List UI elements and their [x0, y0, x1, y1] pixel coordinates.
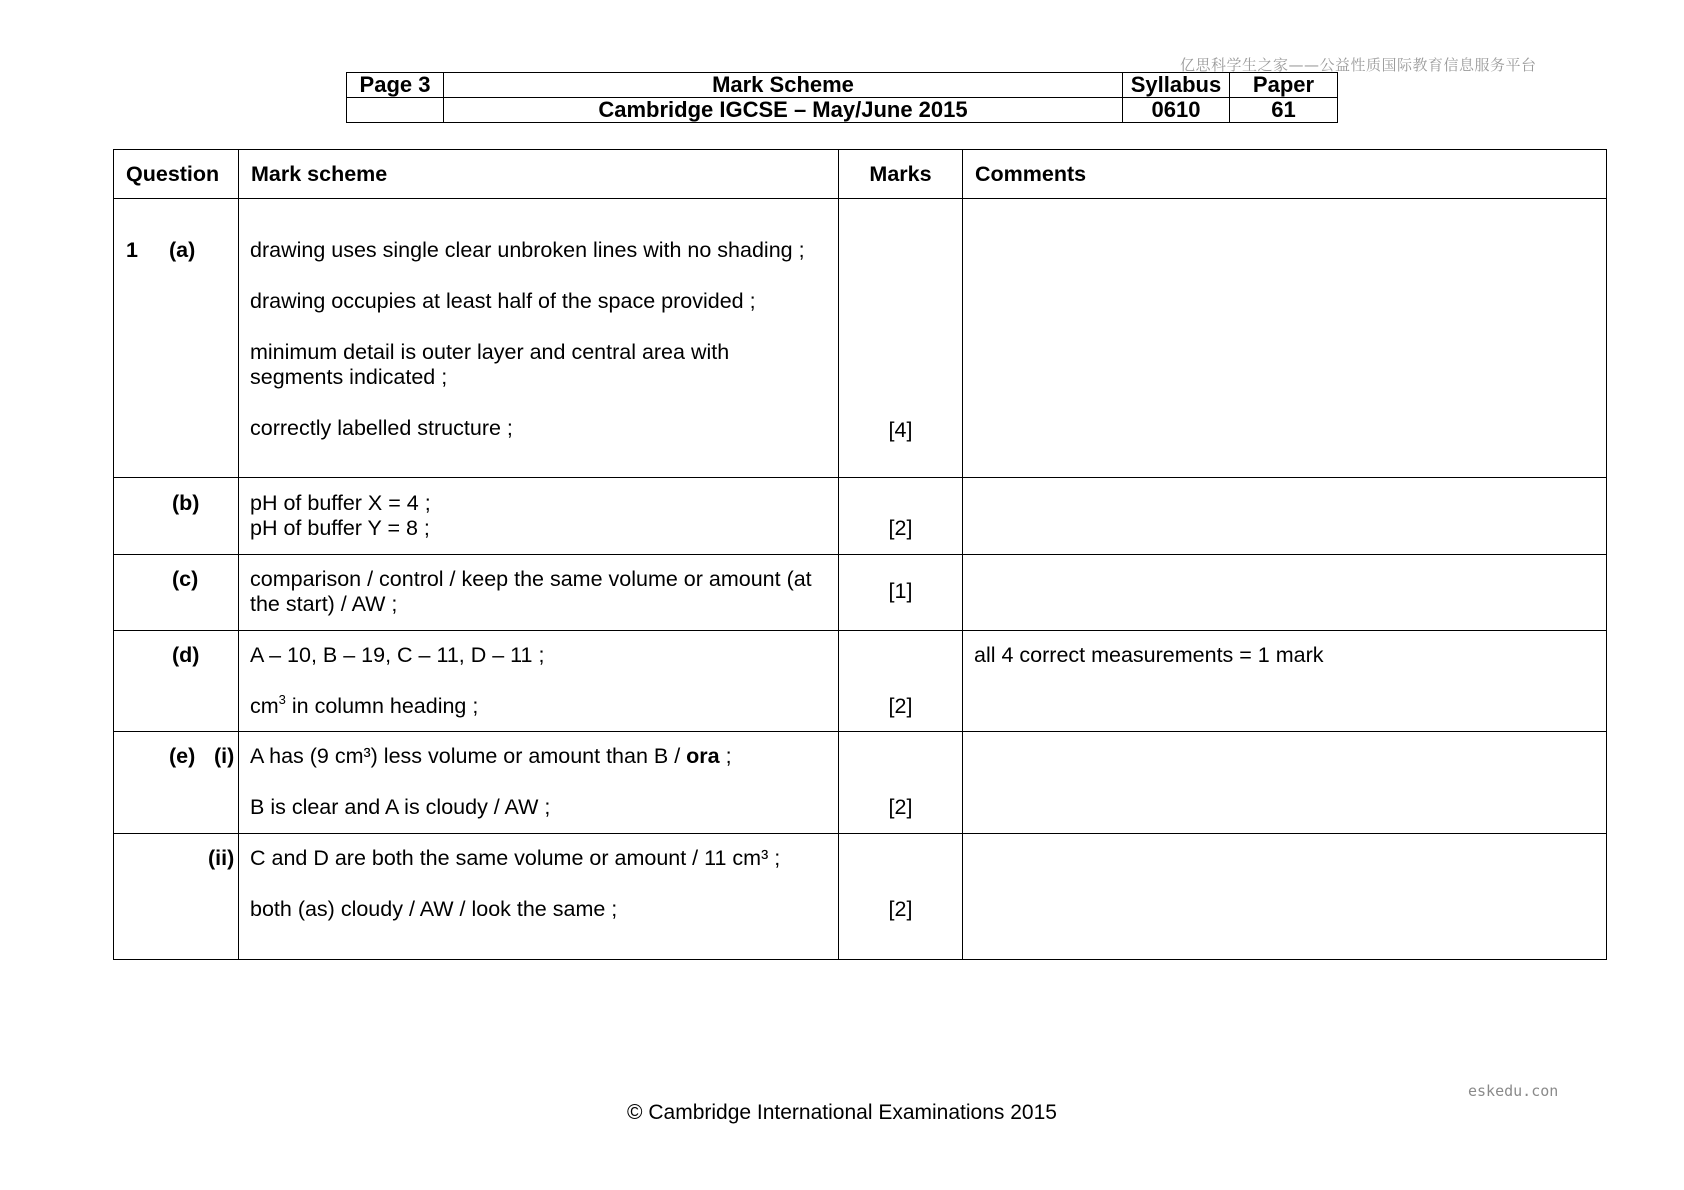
table-row — [114, 732, 1607, 834]
marks-value: [4] — [888, 418, 913, 442]
mark-point: segments indicated ; — [250, 365, 448, 389]
document-title: Mark Scheme — [444, 73, 1123, 98]
comment: all 4 correct measurements = 1 mark — [974, 643, 1324, 667]
paper-label: Paper — [1230, 73, 1338, 98]
mark-point: both (as) cloudy / AW / look the same ; — [250, 897, 618, 921]
exam-session: Cambridge IGCSE – May/June 2015 — [444, 98, 1123, 123]
syllabus-label: Syllabus — [1123, 73, 1230, 98]
mark-point-text: A has (9 cm³) less volume or amount than B / — [250, 744, 687, 768]
question-part: (e) — [169, 744, 196, 768]
marks-value: [2] — [888, 897, 913, 921]
page-header-table — [346, 72, 1338, 123]
comment — [963, 834, 1607, 960]
syllabus-code: 0610 — [1123, 98, 1230, 123]
comment — [963, 478, 1607, 555]
mark-point: C and D are both the same volume or amount / 11 cm³ ; — [250, 846, 781, 870]
watermark-top: 亿思科学生之家——公益性质国际教育信息服务平台 — [1180, 56, 1537, 74]
marks-value: [2] — [888, 694, 913, 718]
mark-point: comparison / control / keep the same volume or amount (at — [250, 567, 812, 591]
mark-point: pH of buffer X = 4 ; — [250, 491, 431, 515]
question-number: 1 — [126, 238, 138, 262]
column-header-mark-scheme: Mark scheme — [239, 150, 839, 199]
marks-value: [2] — [888, 795, 913, 819]
question-subpart: (i) — [214, 744, 235, 768]
mark-point: drawing occupies at least half of the space provided ; — [250, 289, 756, 313]
question-part: (b) — [172, 491, 200, 515]
table-row — [114, 631, 1607, 732]
paper-number: 61 — [1230, 98, 1338, 123]
comment — [963, 732, 1607, 834]
table-row — [114, 834, 1607, 960]
question-part: (c) — [172, 567, 199, 591]
watermark-bottom: eskedu.con — [1468, 1082, 1559, 1100]
question-part: (d) — [172, 643, 200, 667]
page-number-blank — [347, 98, 444, 123]
mark-point-end: ; — [719, 744, 732, 768]
comment — [963, 199, 1607, 478]
mark-point-text: in column heading ; — [285, 694, 479, 718]
mark-point: pH of buffer Y = 8 ; — [250, 516, 430, 540]
column-header-comments: Comments — [963, 150, 1607, 199]
marks-value: [1] — [888, 579, 913, 603]
column-header-marks: Marks — [839, 150, 963, 199]
comment — [963, 555, 1607, 631]
marks-value: [2] — [888, 516, 913, 540]
mark-point — [250, 694, 838, 719]
mark-point: correctly labelled structure ; — [250, 416, 513, 440]
mark-point: drawing uses single clear unbroken lines with no shading ; — [250, 238, 805, 262]
question-subpart: (ii) — [208, 846, 235, 870]
table-row — [114, 555, 1607, 631]
mark-point: A – 10, B – 19, C – 11, D – 11 ; — [250, 643, 545, 667]
table-row — [114, 478, 1607, 555]
page-number: Page 3 — [347, 73, 444, 98]
mark-point: B is clear and A is cloudy / AW ; — [250, 795, 551, 819]
mark-scheme-table — [113, 149, 1607, 960]
copyright-footer: © Cambridge International Examinations 2015 — [627, 1101, 1057, 1124]
table-row — [114, 199, 1607, 478]
unit-text: cm — [250, 694, 279, 718]
mark-point — [250, 744, 838, 769]
column-header-question: Question — [114, 150, 239, 199]
mark-point: minimum detail is outer layer and central area with — [250, 340, 730, 364]
mark-point: the start) / AW ; — [250, 592, 398, 616]
unit-superscript: 3 — [278, 692, 286, 707]
ora-abbreviation: ora — [686, 744, 720, 768]
question-part: (a) — [169, 238, 196, 262]
